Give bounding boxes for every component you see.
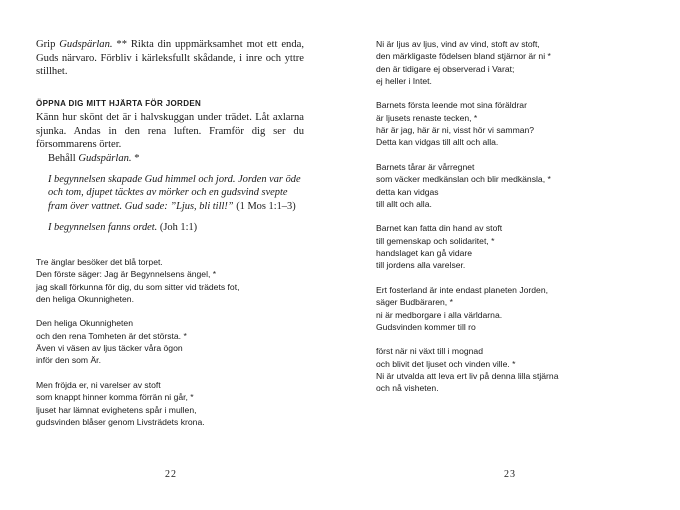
quote-genesis-text: I begynnelsen skapade Gud himmel och jord. Jorden var öde och tom, djupet täcktes av mörker och en gudsvind svepte fram över vattnet. Gud sade: ”Ljus, bli till!” [48, 174, 301, 212]
poem-line: och den rena Tomheten är det största. * [36, 330, 187, 341]
page-number-left: 22 [165, 469, 177, 480]
behall-line [36, 152, 304, 166]
poem-line: ljuset har lämnat evighetens spår i mullen, [36, 404, 197, 415]
poem-line: här är jag, här är ni, visst hör vi samman? [376, 125, 535, 136]
poem-line: Detta kan vidgas till allt och alla. [376, 137, 499, 148]
quote-genesis-ref: (1 Mos 1:1–3) [233, 200, 296, 212]
poem-line: ej heller i Intet. [376, 75, 432, 86]
poem-line: Den heliga Okunnigheten [36, 318, 133, 329]
poem-line: den är tidigare ej observerad i Varat; [376, 63, 515, 74]
intro-lead: Grip [36, 39, 60, 50]
poem-line: är ljusets renaste tecken, * [376, 112, 478, 123]
poem-line: först när ni växt till i mognad [376, 346, 483, 357]
section-heading: ÖPPNA DIG MITT HJÄRTA FÖR JORDEN [36, 99, 202, 108]
intro-lead-italic: Gudspärlan. [59, 39, 113, 50]
right-poem [376, 38, 558, 407]
poem-line: Tre änglar besöker det blå torpet. [36, 257, 163, 267]
poem-line: och nå visheten. [376, 383, 439, 394]
page-number-right: 23 [504, 469, 516, 480]
poem-line: till gemenskap och solidaritet, * [376, 235, 495, 246]
poem-stanza [376, 99, 558, 148]
right-page [340, 0, 680, 510]
poem-line: handslaget kan gå vidare [376, 248, 473, 259]
quote-john-ref: (Joh 1:1) [157, 222, 198, 233]
poem-line: Ni är utvalda att leva ert liv på denna lilla stjärna [376, 371, 559, 382]
poem-line: Gudsvinden kommer till ro [376, 321, 476, 332]
poem-line: jag skall förkunna för dig, du som sitter vid trädets fot, [36, 281, 240, 292]
poem-line: som väcker medkänslan och blir medkänsla, * [376, 174, 551, 185]
poem-stanza [376, 284, 558, 333]
poem-line: den heliga Okunnigheten. [36, 293, 134, 304]
poem-line: detta kan vidgas [376, 186, 439, 197]
poem-line: ni är medborgare i alla världarna. [376, 309, 503, 320]
body-text: Känn hur skönt det är i halvskuggan under trädet. Låt axlarna sjunka. Andas in den rena luften. Framför dig ser du försommarens örter. [36, 112, 304, 151]
scripture-quote-john [48, 221, 306, 234]
poem-line: säger Budbäraren, * [376, 297, 453, 308]
intro-paragraph [36, 38, 304, 79]
intro-rest: ** Rikta din uppmärksamhet mot ett enda, Guds närvaro. Förbliv i kärleksfullt skådande, i inre och yttre stillhet. [36, 39, 304, 78]
left-poem [36, 256, 239, 440]
body-paragraph [36, 111, 304, 165]
behall-lead: Behåll [48, 152, 79, 164]
poem-line: Den förste säger: Jag är Begynnelsens ängel, * [36, 269, 217, 280]
poem-line: Barnet kan fatta din hand av stoft [376, 223, 503, 234]
poem-stanza [376, 38, 558, 87]
poem-line: och blivit det ljuset och vinden ville. * [376, 358, 516, 369]
scripture-quote-genesis [48, 173, 306, 213]
behall-mark: * [131, 152, 140, 164]
poem-stanza [36, 379, 239, 428]
poem-line: Ni är ljus av ljus, vind av vind, stoft av stoft, [376, 39, 540, 49]
poem-line: inför den som Är. [36, 355, 101, 366]
poem-line: till jordens alla varelser. [376, 260, 466, 271]
poem-stanza [376, 345, 558, 394]
quote-john-text: I begynnelsen fanns ordet. [48, 222, 158, 233]
poem-stanza [36, 317, 239, 366]
poem-line: Barnets tårar är vårregnet [376, 161, 475, 172]
poem-line: Men fröjda er, ni varelser av stoft [36, 379, 161, 390]
poem-line: den märkligaste födelsen bland stjärnor är ni * [376, 51, 551, 62]
poem-line: Ert fosterland är inte endast planeten Jorden, [376, 284, 548, 295]
poem-line: till allt och alla. [376, 198, 432, 209]
behall-italic: Gudspärlan. [78, 152, 132, 164]
poem-line: som knappt hinner komma förrän ni går, * [36, 392, 194, 403]
poem-stanza [376, 222, 558, 271]
poem-line: gudsvinden blåser genom Livsträdets krona. [36, 416, 205, 427]
poem-line: Även vi väsen av ljus täcker våra ögon [36, 343, 183, 354]
poem-stanza [376, 161, 558, 210]
poem-stanza [36, 256, 239, 305]
poem-line: Barnets första leende mot sina föräldrar [376, 100, 527, 111]
